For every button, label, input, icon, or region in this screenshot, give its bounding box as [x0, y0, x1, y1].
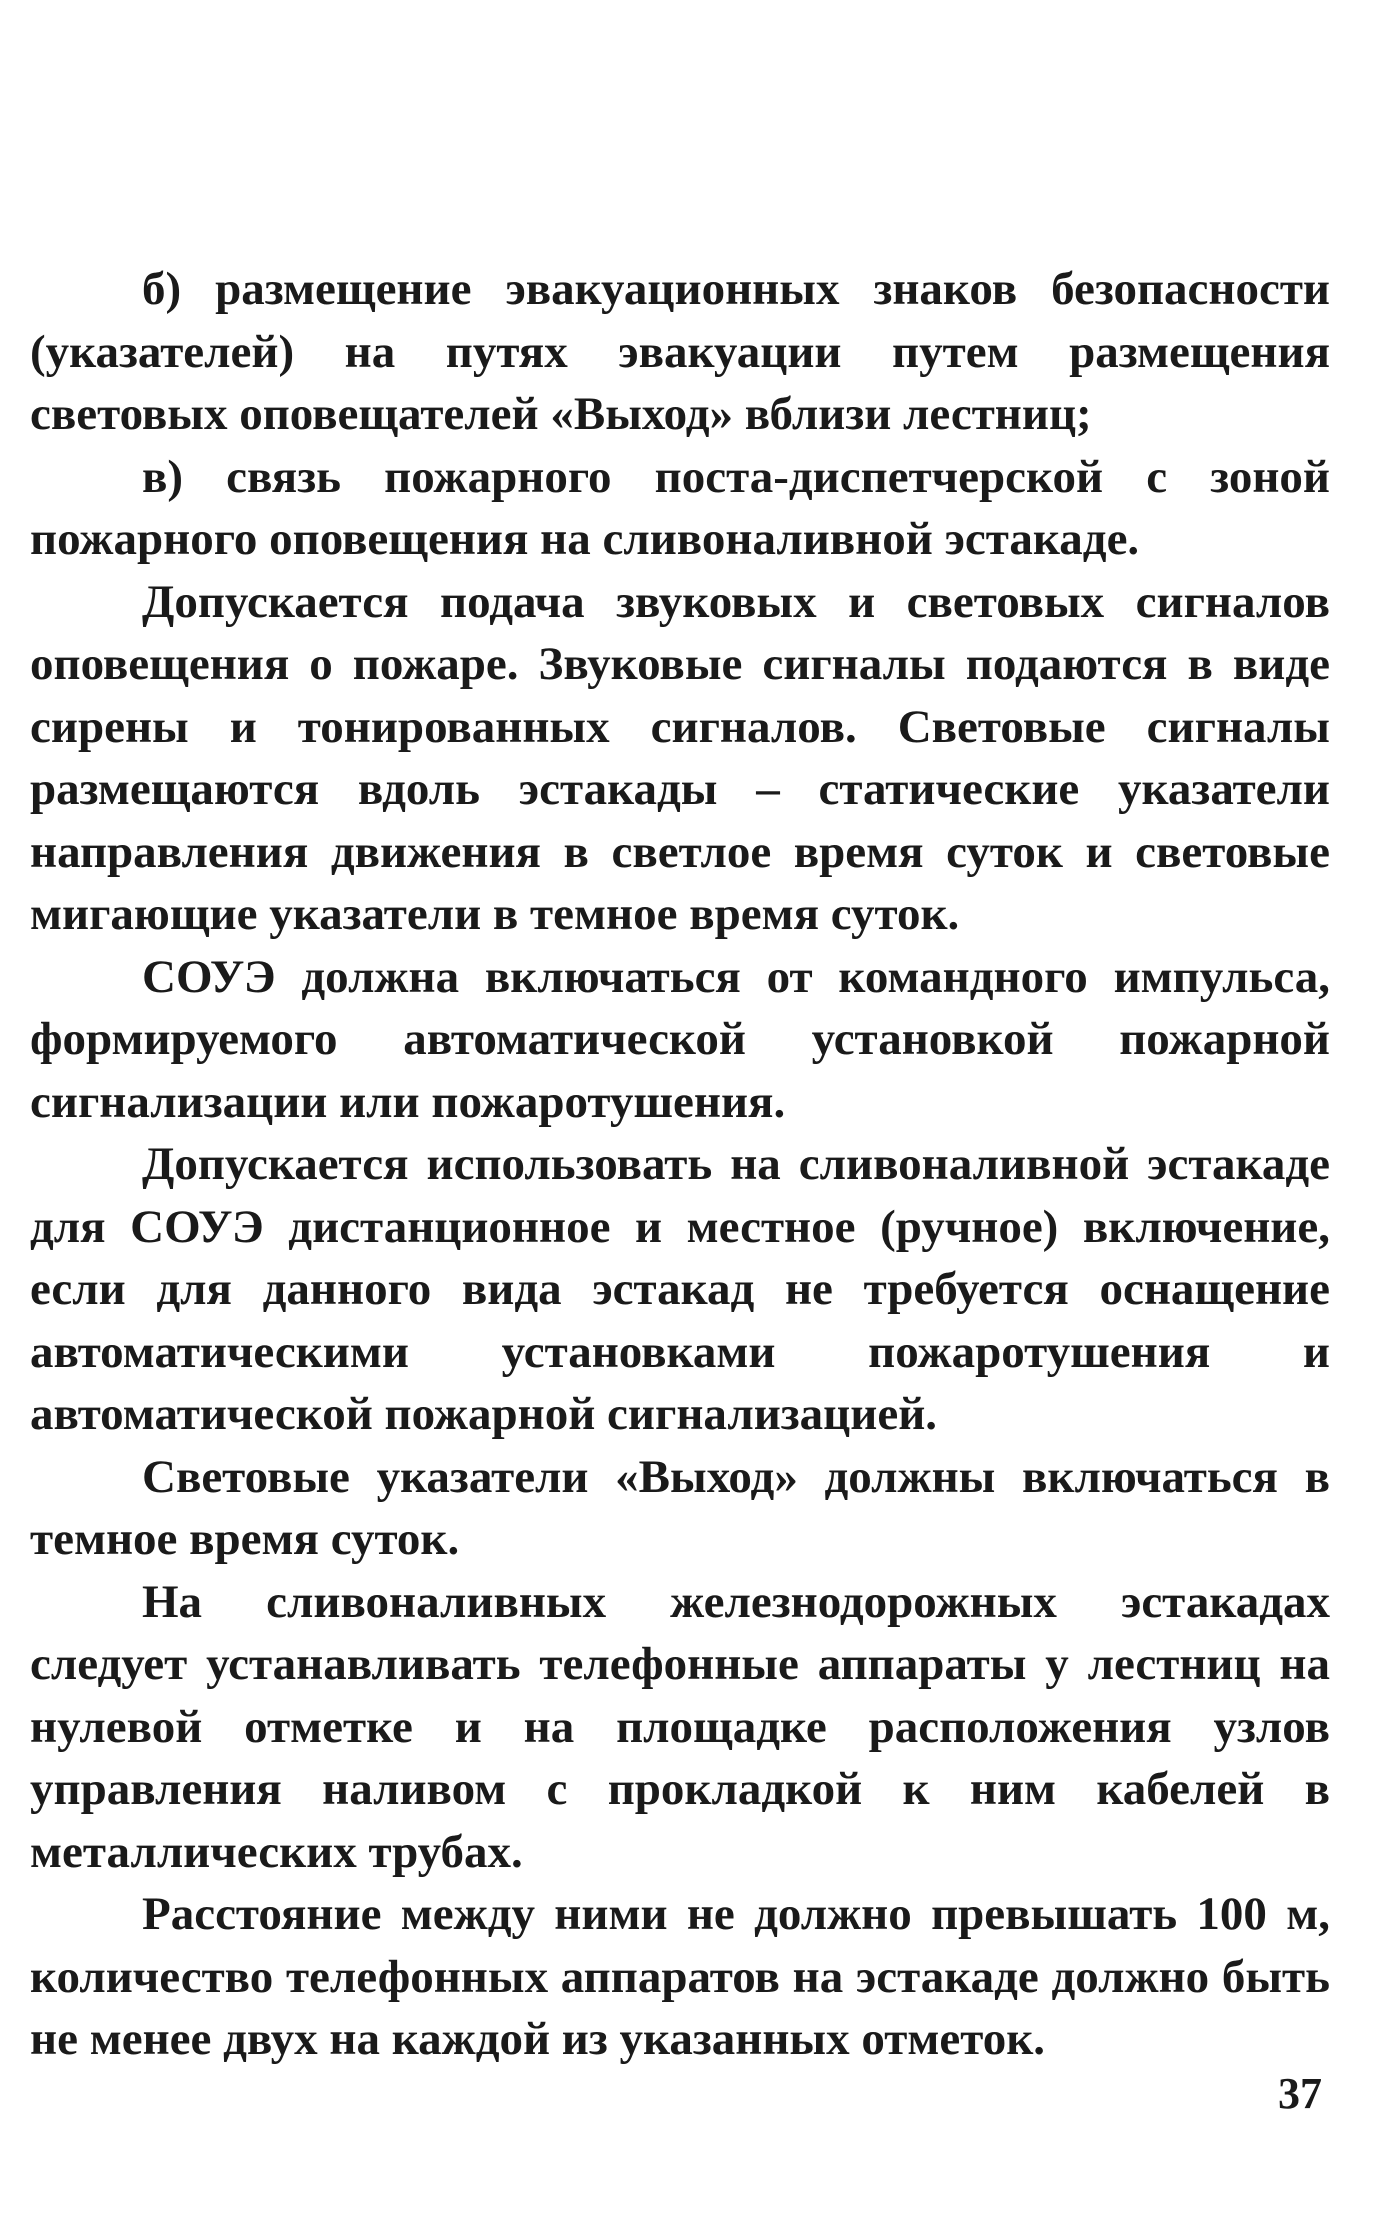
paragraph-telephones: На сливоналивных железнодорожных эстакадах следует устанавливать телефонные аппараты у лестниц на нулевой отметке и на площадке расположения узлов управления наливом с прокладкой к ним кабелей в металлических трубах. — [30, 1575, 1330, 1878]
paragraph-sound-light-signals: Допускается подача звуковых и световых сигналов оповещения о пожаре. Звуковые сигналы подаются в виде сирены и тонированных сигналов. Световые сигналы размещаются вдоль эстакады – статические указатели направления движения в светлое время суток и световые мигающие указатели в темное время суток. — [30, 575, 1330, 940]
page-number: 37 — [1278, 2069, 1322, 2118]
paragraph-evacuation-signs: б) размещение эвакуационных знаков безопасности (указателей) на путях эвакуации путем размещения световых оповещателей «Выход» вблизи лестниц; — [30, 263, 1330, 440]
paragraph-fire-post-link: в) связь пожарного поста-диспетчерской с зоной пожарного оповещения на сливоналивной эстакаде. — [30, 450, 1330, 565]
page-body — [30, 258, 1330, 2071]
paragraph-exit-signs: Световые указатели «Выход» должны включаться в темное время суток. — [30, 1450, 1330, 1565]
paragraph-manual-activation: Допускается использовать на сливоналивной эстакаде для СОУЭ дистанционное и местное (ручное) включение, если для данного вида эстакад не требуется оснащение автоматическими установками пожаротушения и автоматической пожарной сигнализацией. — [30, 1138, 1330, 1440]
paragraph-soue-activation: СОУЭ должна включаться от командного импульса, формируемого автоматической установкой пожарной сигнализации или пожаротушения. — [30, 950, 1330, 1128]
paragraph-distance: Расстояние между ними не должно превышать 100 м, количество телефонных аппаратов на эстакаде должно быть не менее двух на каждой из указанных отметок. — [30, 1888, 1330, 2065]
